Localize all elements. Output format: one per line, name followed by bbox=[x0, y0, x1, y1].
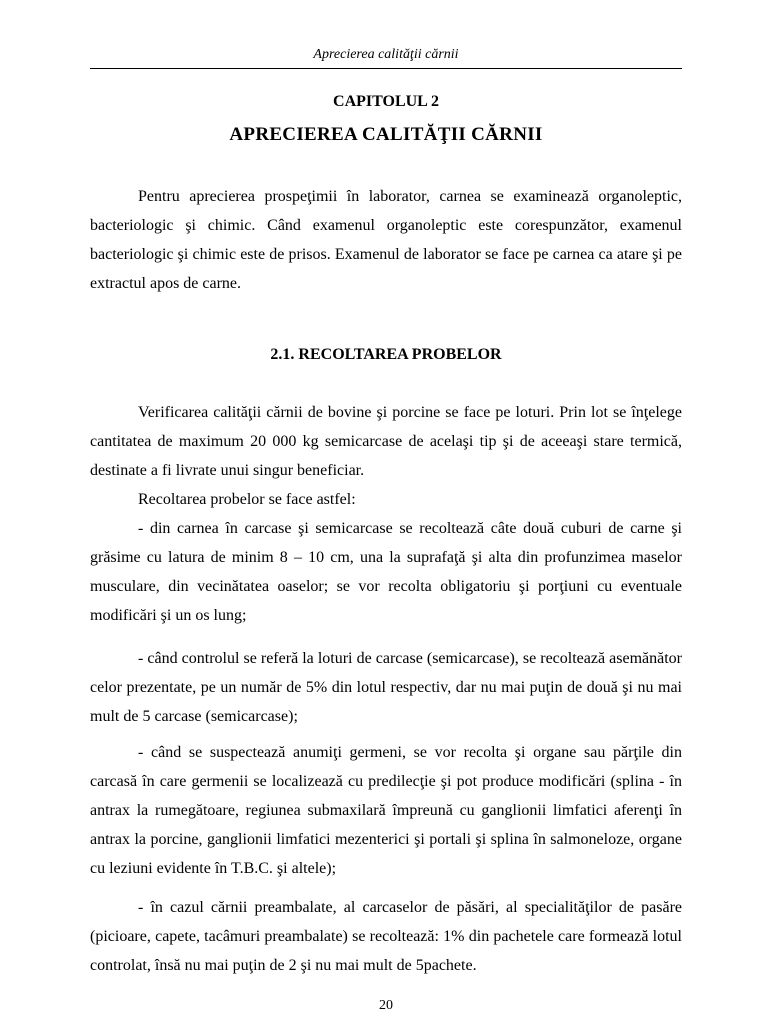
list-item: - când controlul se referă la loturi de carcase (semicarcase), se recoltează asemănător celor prezentate, pe un număr de 5% din lotul respectiv, dar nu mai puţin de două şi nu mai mult de 5 carcase (semicarcase); bbox=[90, 650, 682, 725]
chapter-label: CAPITOLUL 2 bbox=[333, 93, 439, 110]
list-item: - când se suspectează anumiţi germeni, se vor recolta şi organe sau părţile din carcasă în care germenii se localizează cu predilecţie şi pot produce modificări (splina - în antrax la rumegătoare, regiunea submaxilară împreună cu ganglionii limfatici aferenţi în antrax la porcine, ganglionii limfatici mezenterici şi portali şi splina în salmoneloze, organe cu leziuni evidente în T.B.C. şi altele); bbox=[90, 744, 682, 877]
header-divider bbox=[90, 68, 682, 69]
running-header: Aprecierea calităţii cărnii bbox=[313, 47, 459, 62]
list-item: - în cazul cărnii preambalate, al carcaselor de păsări, al specialităţilor de pasăre (picioare, capete, tacâmuri preambalate) se recoltează: 1% din pachetele care formează lotul controlat, însă nu mai puţin de 2 şi nu mai mult de 5pachete. bbox=[90, 899, 682, 974]
body-paragraph: Verificarea calităţii cărnii de bovine şi porcine se face pe loturi. Prin lot se înţelege cantitatea de maximum 20 000 kg semicarcase de acelaşi tip şi de aceeaşi stare termică, destinate a fi livrate unui singur beneficiar. bbox=[90, 404, 682, 479]
page-number: 20 bbox=[379, 998, 393, 1013]
section-title: 2.1. RECOLTAREA PROBELOR bbox=[270, 346, 502, 363]
chapter-title: APRECIEREA CALITĂŢII CĂRNII bbox=[229, 124, 543, 145]
body-paragraph: Recoltarea probelor se face astfel: bbox=[138, 491, 356, 508]
intro-paragraph: Pentru aprecierea prospeţimii în laborator, carnea se examinează organoleptic, bacteriologic şi chimic. Când examenul organoleptic este corespunzător, examenul bacteriologic şi chimic este de prisos. Examenul de laborator se face pe carnea ca atare şi pe extractul apos de carne. bbox=[90, 188, 682, 292]
list-item: - din carnea în carcase şi semicarcase se recoltează câte două cuburi de carne şi grăsime cu latura de minim 8 – 10 cm, una la suprafaţă şi alta din profunzimea maselor musculare, din vecinătatea oaselor; se vor recolta obligatoriu şi porţiuni cu eventuale modificări şi un os lung; bbox=[90, 520, 682, 624]
